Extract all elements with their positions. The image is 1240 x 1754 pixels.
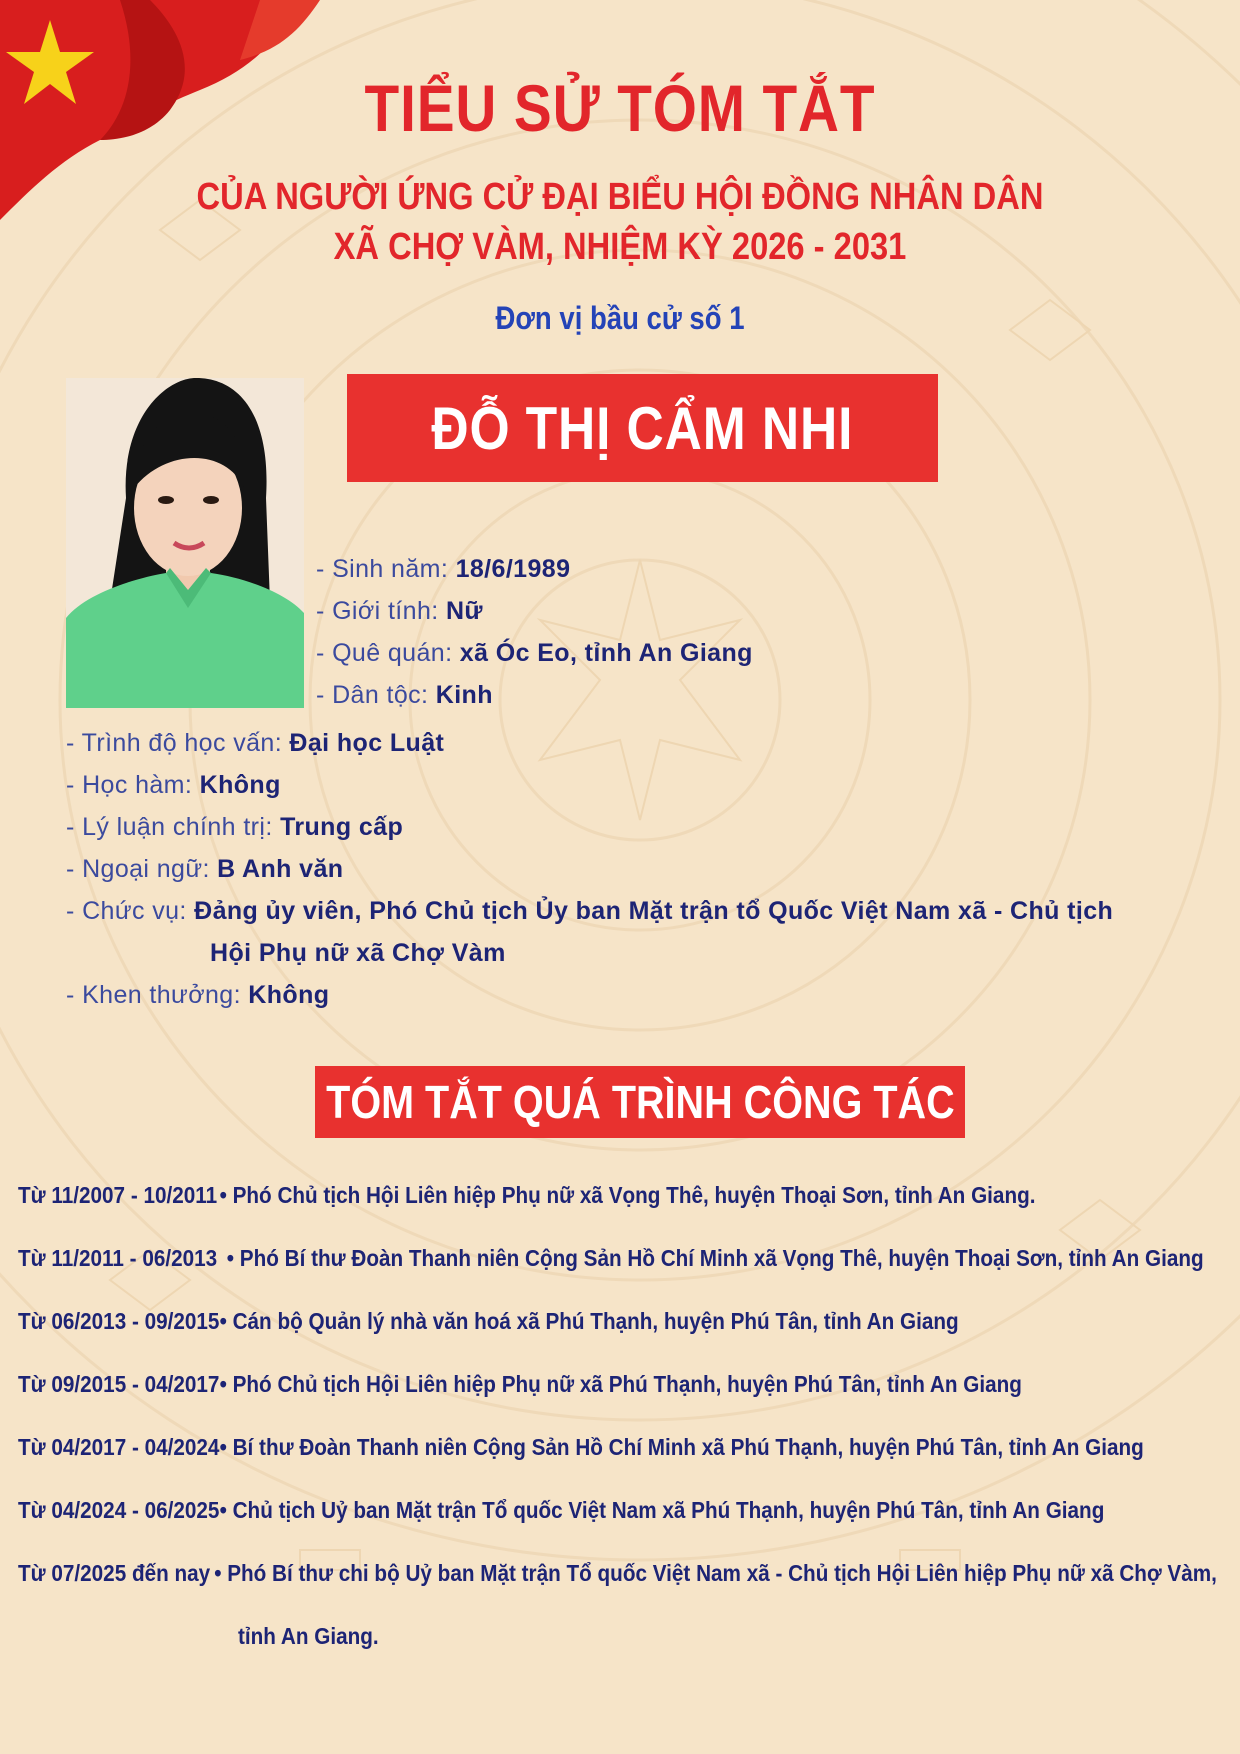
info-awards: - Khen thưởng: Không (66, 981, 330, 1009)
candidate-name-banner (347, 374, 938, 482)
work-item: Từ 11/2011 - 06/2013 • Phó Bí thư Đoàn Thanh niên Cộng Sản Hồ Chí Minh xã Vọng Thê, huyện Thoại Sơn, tỉnh An Giang (18, 1245, 1204, 1271)
candidate-name: ĐỖ THỊ CẨM NHI (431, 394, 854, 462)
work-item-continuation: tỉnh An Giang. (238, 1623, 379, 1649)
info-education: - Trình độ học vấn: Đại học Luật (66, 729, 445, 757)
info-political-theory: - Lý luận chính trị: Trung cấp (66, 813, 404, 841)
work-item: Từ 04/2017 - 04/2024• Bí thư Đoàn Thanh niên Cộng Sản Hồ Chí Minh xã Phú Thạnh, huyện Phú Tân, tỉnh An Giang (18, 1434, 1144, 1460)
work-item: Từ 07/2025 đến nay • Phó Bí thư chi bộ Uỷ ban Mặt trận Tổ quốc Việt Nam xã - Chủ tịch Hội Liên hiệp Phụ nữ xã Chợ Vàm, (18, 1560, 1217, 1586)
work-item: Từ 11/2007 - 10/2011 • Phó Chủ tịch Hội Liên hiệp Phụ nữ xã Vọng Thê, huyện Thoại Sơn, tỉnh An Giang. (18, 1182, 1036, 1208)
info-hometown: - Quê quán: xã Óc Eo, tỉnh An Giang (316, 639, 753, 667)
work-history-title: TÓM TẮT QUÁ TRÌNH CÔNG TÁC (325, 1076, 955, 1128)
work-item: Từ 04/2024 - 06/2025• Chủ tịch Uỷ ban Mặt trận Tổ quốc Việt Nam xã Phú Thạnh, huyện Phú Tân, tỉnh An Giang (18, 1497, 1105, 1523)
info-birth: - Sinh năm: 18/6/1989 (316, 555, 571, 583)
work-history-banner (315, 1066, 965, 1138)
info-position-continuation: Hội Phụ nữ xã Chợ Vàm (210, 939, 506, 967)
info-position: - Chức vụ: Đảng ủy viên, Phó Chủ tịch Ủy ban Mặt trận tổ Quốc Việt Nam xã - Chủ tịch (66, 897, 1114, 925)
work-item: Từ 09/2015 - 04/2017• Phó Chủ tịch Hội Liên hiệp Phụ nữ xã Phú Thạnh, huyện Phú Tân, tỉnh An Giang (18, 1371, 1022, 1397)
info-ethnicity: - Dân tộc: Kinh (316, 681, 493, 709)
info-gender: - Giới tính: Nữ (316, 597, 483, 625)
candidate-portrait (66, 378, 304, 708)
info-foreign-language: - Ngoại ngữ: B Anh văn (66, 855, 344, 883)
document-title: TIỂU SỬ TÓM TẮT (364, 71, 876, 145)
electoral-unit: Đơn vị bầu cử số 1 (495, 300, 745, 336)
subtitle-line-1: CỦA NGƯỜI ỨNG CỬ ĐẠI BIỂU HỘI ĐỒNG NHÂN DÂN (196, 176, 1044, 218)
subtitle-line-2: XÃ CHỢ VÀM, NHIỆM KỲ 2026 - 2031 (333, 226, 907, 268)
info-academic-rank: - Học hàm: Không (66, 771, 281, 799)
work-item: Từ 06/2013 - 09/2015• Cán bộ Quản lý nhà văn hoá xã Phú Thạnh, huyện Phú Tân, tỉnh An Giang (18, 1308, 959, 1334)
